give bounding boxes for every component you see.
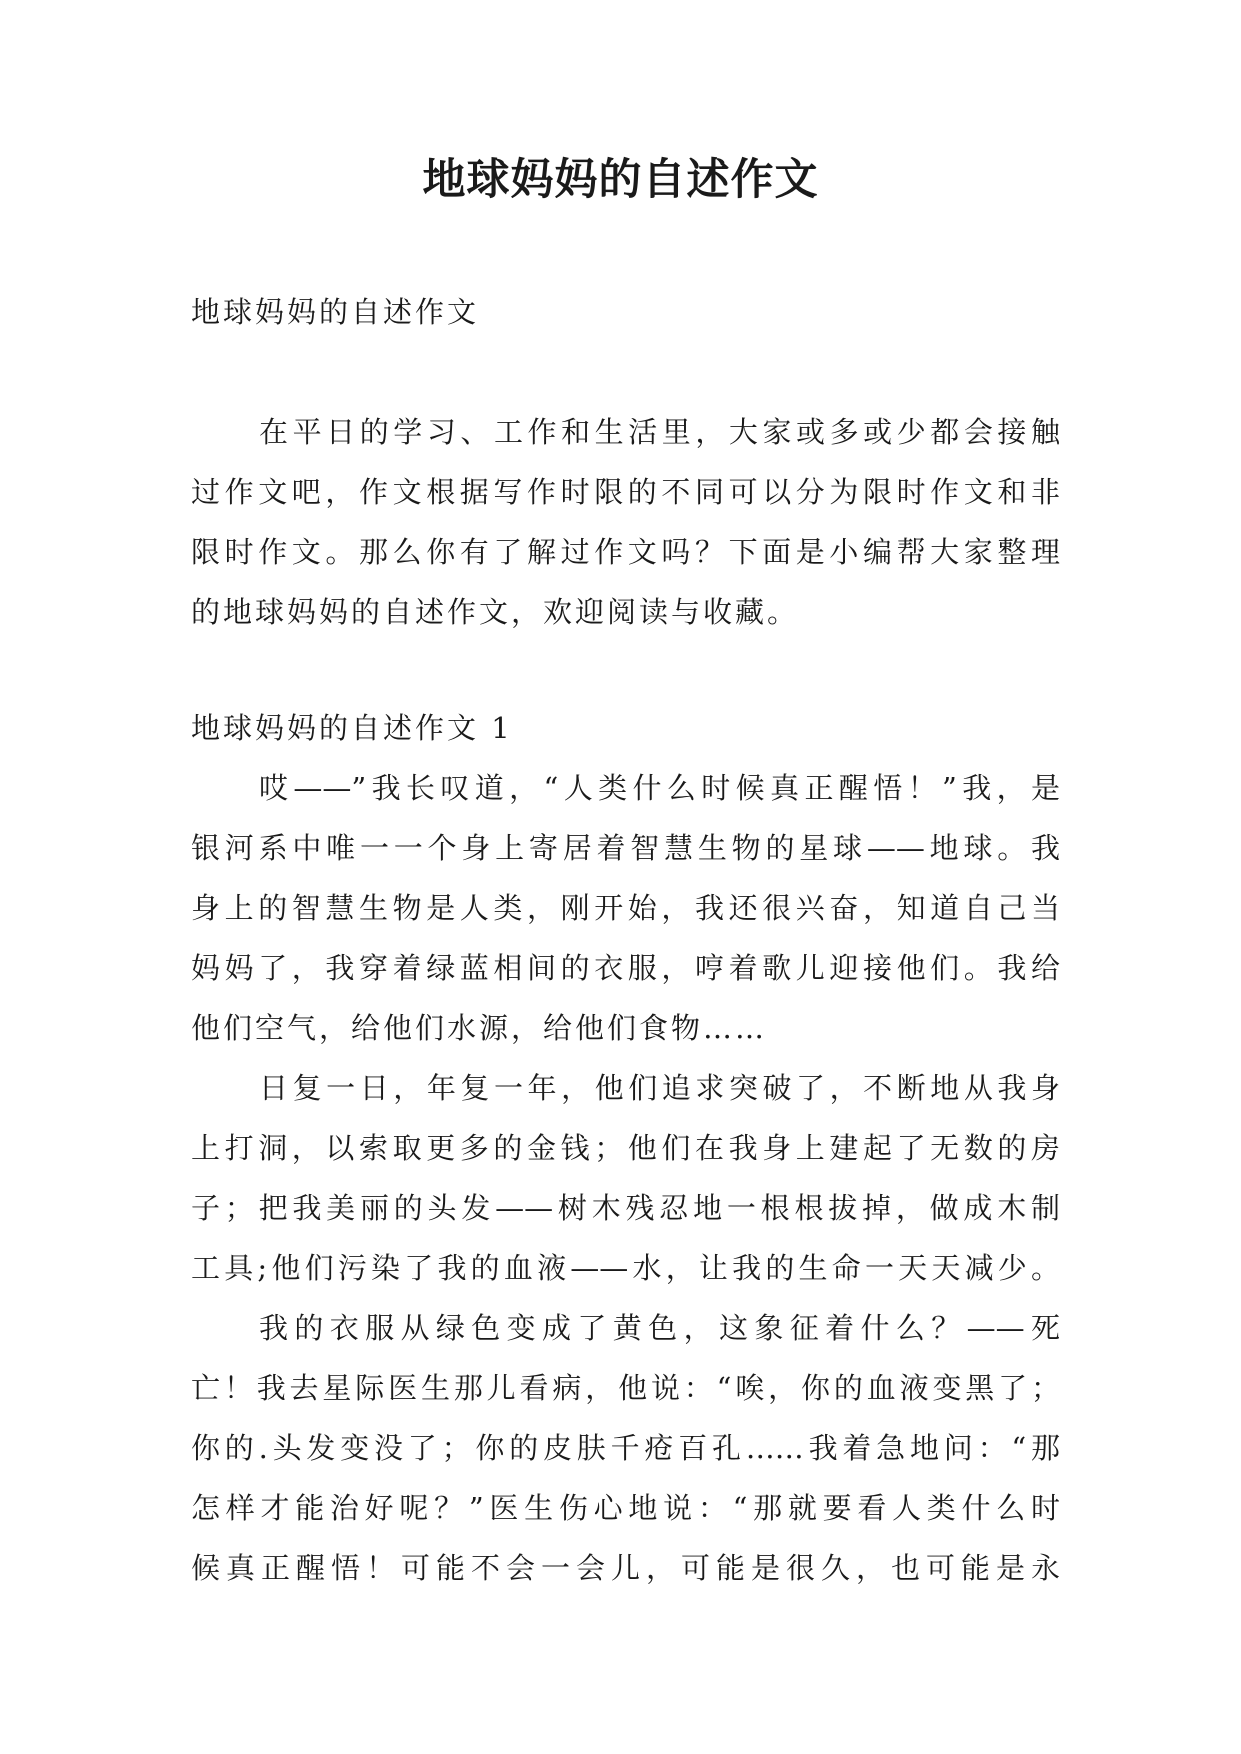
text-line: 限时作文。那么你有了解过作文吗？下面是小编帮大家整理 bbox=[191, 535, 1060, 569]
text-line: 哎——”我长叹道，“人类什么时候真正醒悟！”我，是 bbox=[259, 771, 1060, 805]
text-line: 上打洞，以索取更多的金钱；他们在我身上建起了无数的房 bbox=[191, 1131, 1060, 1165]
text-line: 银河系中唯一一个身上寄居着智慧生物的星球——地球。我 bbox=[191, 831, 1060, 865]
text-line: 亡！我去星际医生那儿看病，他说：“唉，你的血液变黑了； bbox=[191, 1371, 1060, 1405]
text-line: 你的.头发变没了；你的皮肤千疮百孔……我着急地问：“那 bbox=[191, 1431, 1060, 1465]
text-line: 子；把我美丽的头发——树木残忍地一根根拔掉，做成木制 bbox=[191, 1191, 1060, 1225]
text-line: 的地球妈妈的自述作文，欢迎阅读与收藏。 bbox=[191, 595, 800, 629]
intro-paragraph bbox=[191, 402, 1060, 642]
text-line: 过作文吧，作文根据写作时限的不同可以分为限时作文和非 bbox=[191, 475, 1060, 509]
text-line: 身上的智慧生物是人类，刚开始，我还很兴奋，知道自己当 bbox=[191, 891, 1060, 925]
text-line: 候真正醒悟！可能不会一会儿，可能是很久，也可能是永 bbox=[191, 1551, 1060, 1585]
text-line: 在平日的学习、工作和生活里，大家或多或少都会接触 bbox=[259, 415, 1060, 449]
text-line: 他们空气，给他们水源，给他们食物…… bbox=[191, 1011, 768, 1045]
document-body bbox=[191, 282, 1060, 1598]
text-line: 工具;他们污染了我的血液——水，让我的生命一天天减少。 bbox=[191, 1251, 1060, 1285]
paragraph-1 bbox=[191, 758, 1060, 1058]
text-line: 我的衣服从绿色变成了黄色，这象征着什么？——死 bbox=[259, 1311, 1060, 1345]
paragraph-2 bbox=[191, 1058, 1060, 1298]
document-subtitle: 地球妈妈的自述作文 bbox=[191, 295, 480, 329]
section-heading: 地球妈妈的自述作文 1 bbox=[191, 711, 513, 745]
document-title: 地球妈妈的自述作文 bbox=[422, 155, 819, 205]
text-line: 妈妈了，我穿着绿蓝相间的衣服，哼着歌儿迎接他们。我给 bbox=[191, 951, 1060, 985]
paragraph-3 bbox=[191, 1298, 1060, 1598]
text-line: 日复一日，年复一年，他们追求突破了，不断地从我身 bbox=[259, 1071, 1060, 1105]
text-line: 怎样才能治好呢？”医生伤心地说：“那就要看人类什么时 bbox=[191, 1491, 1060, 1525]
